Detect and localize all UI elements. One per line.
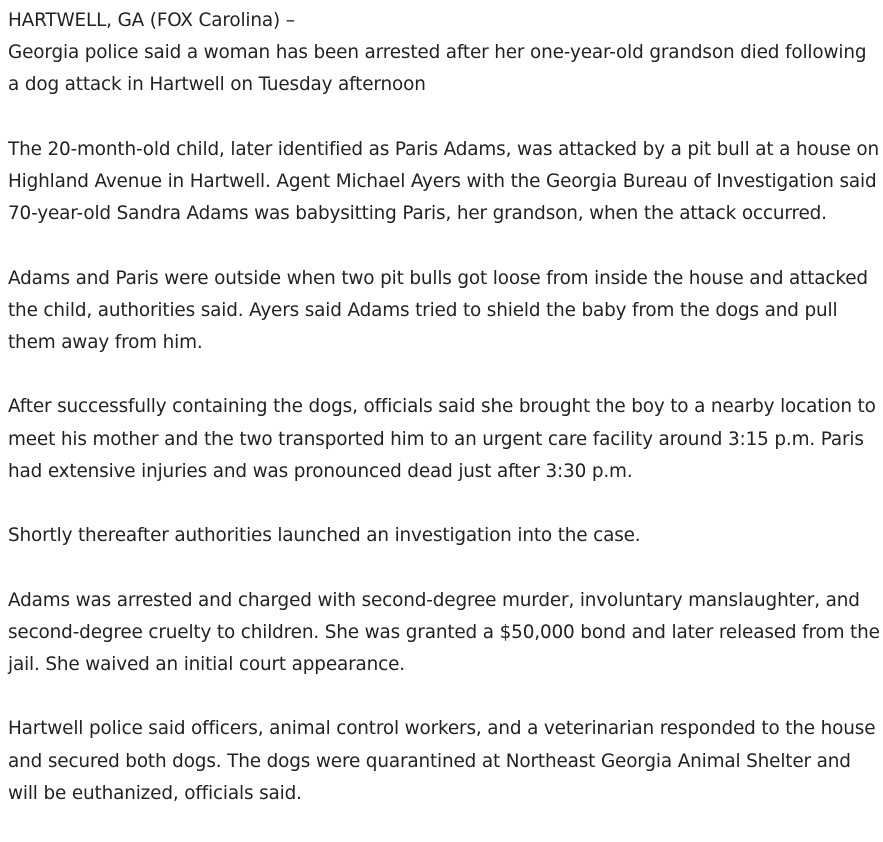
dateline: HARTWELL, GA (FOX Carolina) – [8,10,295,31]
paragraph: After successfully containing the dogs, officials said she brought the boy to a nearby location to meet his mother and the two transported him to an urgent care facility around 3:15 p.m. Paris had extensive injuries and was pronounced dead just after 3:30 p.m. [8,396,876,482]
paragraph: Shortly thereafter authorities launched an investigation into the case. [8,525,641,547]
article-body [8,5,880,842]
paragraph: Adams and Paris were outside when two pit bulls got loose from inside the house and attacked the child, authorities said. Ayers said Adams tried to shield the baby from the dogs and pull them away from him. [8,267,868,353]
lead-paragraph: Georgia police said a woman has been arrested after her one-year-old grandson died following a dog attack in Hartwell on Tuesday afternoon [8,42,867,96]
paragraph: Adams was arrested and charged with second-degree murder, involuntary manslaughter, and second-degree cruelty to children. She was granted a $50,000 bond and later released from the jail. She waived an initial court appearance. [8,589,880,675]
paragraph: The 20-month-old child, later identified as Paris Adams, was attacked by a pit bull at a house on Highland Avenue in Hartwell. Agent Michael Ayers with the Georgia Bureau of Investigation said 70-year-old Sandra Adams was babysitting Paris, her grandson, when the attack occurred. [8,138,880,225]
paragraph: Hartwell police said officers, animal control workers, and a veterinarian responded to the house and secured both dogs. The dogs were quarantined at Northeast Georgia Animal Shelter and will be euthanized, officials said. [8,718,876,804]
article-lead [8,5,880,102]
